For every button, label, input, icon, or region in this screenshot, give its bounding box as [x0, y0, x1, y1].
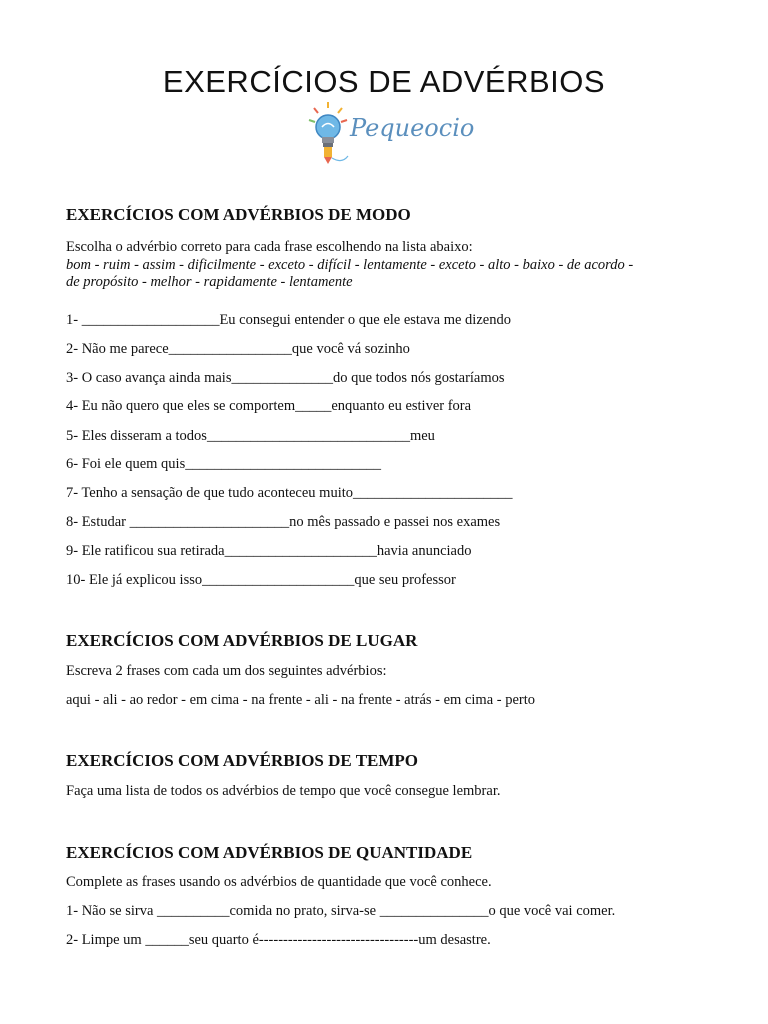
section-intro-lugar: Escreva 2 frases com cada um dos seguintes advérbios: — [66, 663, 387, 679]
section-heading-quantidade: EXERCÍCIOS COM ADVÉRBIOS DE QUANTIDADE — [66, 843, 473, 862]
section-heading-modo: EXERCÍCIOS COM ADVÉRBIOS DE MODO — [66, 205, 411, 224]
quantity-item-2: 2- Limpe um ______seu quarto é---------------------------------um desastre. — [66, 932, 491, 948]
section-intro-modo: Escolha o advérbio correto para cada frase escolhendo na lista abaixo: — [66, 239, 473, 255]
exercise-item-4: 4- Eu não quero que eles se comportem_____enquanto eu estiver fora — [66, 398, 472, 414]
section-heading-tempo: EXERCÍCIOS COM ADVÉRBIOS DE TEMPO — [66, 751, 419, 770]
section-intro-quantidade: Complete as frases usando os advérbios de quantidade que você conhece. — [66, 874, 492, 890]
quantity-item-1: 1- Não se sirva __________comida no prato, sirva-se _______________o que você vai comer. — [66, 903, 616, 919]
word-list-line-1: bom - ruim - assim - dificilmente - exceto - difícil - lentamente - exceto - alto - baixo - de acordo - — [66, 257, 634, 273]
lightbulb-pencil-icon — [306, 100, 352, 166]
exercise-item-8: 8- Estudar ______________________no mês passado e passei nos exames — [66, 514, 501, 530]
exercise-item-1: 1- ___________________Eu consegui entender o que ele estava me dizendo — [66, 312, 511, 328]
exercise-item-2: 2- Não me parece_________________que você vá sozinho — [66, 341, 410, 357]
section-heading-lugar: EXERCÍCIOS COM ADVÉRBIOS DE LUGAR — [66, 631, 418, 650]
exercise-item-9: 9- Ele ratificou sua retirada_____________________havia anunciado — [66, 543, 472, 559]
logo — [306, 100, 475, 170]
word-list-line-2: de propósito - melhor - rapidamente - lentamente — [66, 274, 353, 290]
exercise-item-5: 5- Eles disseram a todos____________________________meu — [66, 428, 435, 444]
exercise-item-10: 10- Ele já explicou isso_____________________que seu professor — [66, 572, 456, 588]
logo-text: Pequeocio — [350, 114, 475, 142]
exercise-item-7: 7- Tenho a sensação de que tudo aconteceu muito______________________ — [66, 485, 513, 501]
exercise-item-6: 6- Foi ele quem quis___________________________ — [66, 456, 381, 472]
section-words-lugar: aqui - ali - ao redor - em cima - na frente - ali - na frente - atrás - em cima - perto — [66, 692, 535, 708]
section-intro-tempo: Faça uma lista de todos os advérbios de tempo que você consegue lembrar. — [66, 783, 501, 799]
exercise-item-3: 3- O caso avança ainda mais______________do que todos nós gostaríamos — [66, 370, 505, 386]
page-title: EXERCÍCIOS DE ADVÉRBIOS — [162, 64, 606, 99]
